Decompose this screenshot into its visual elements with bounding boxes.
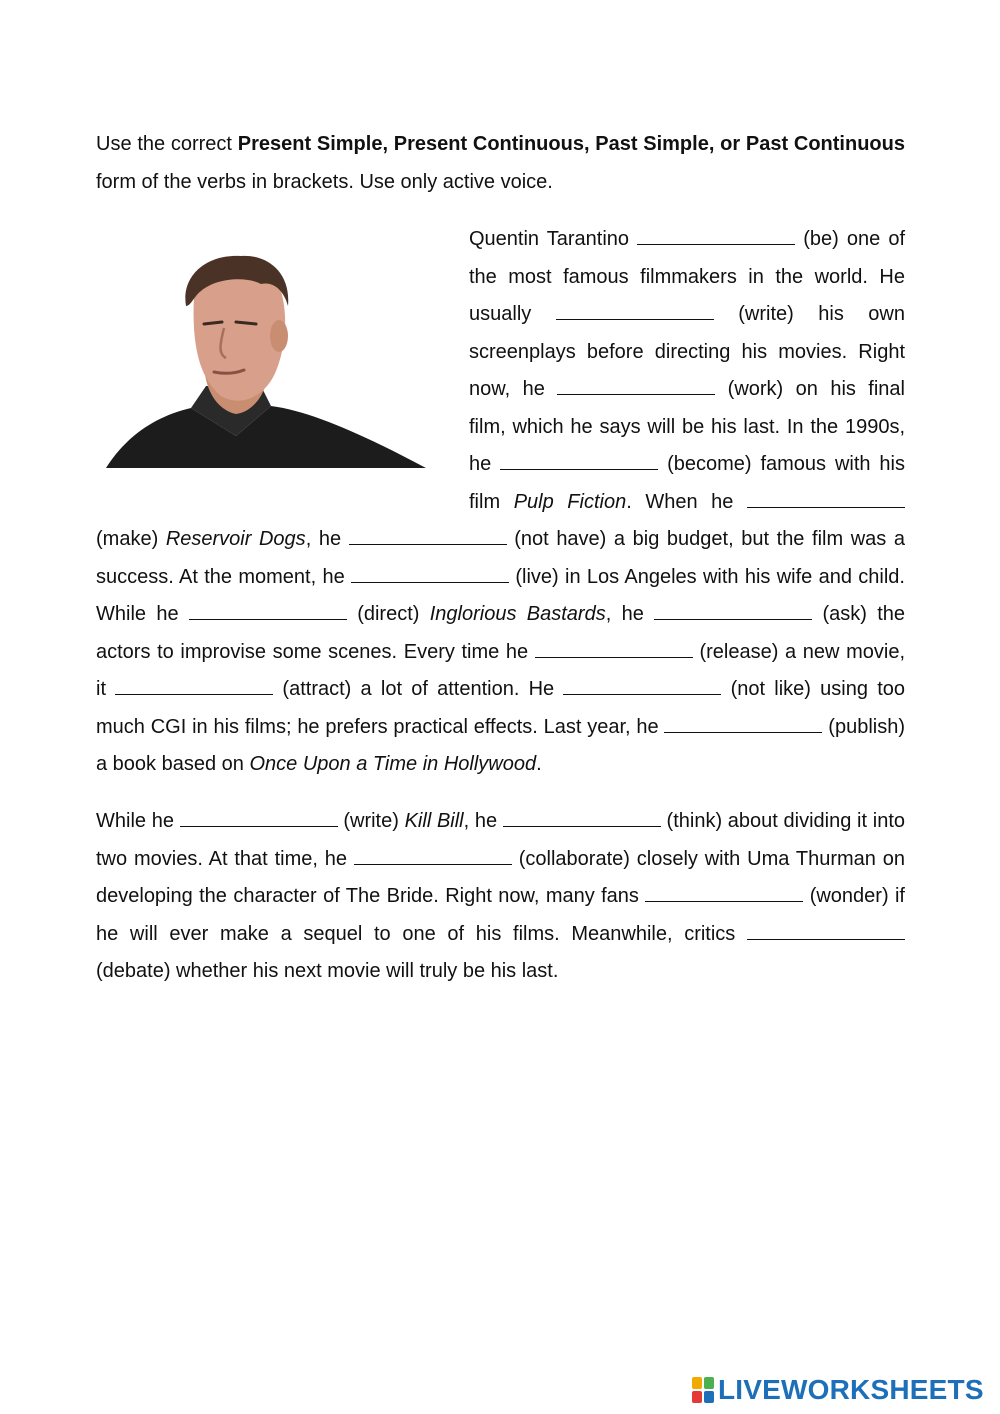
blank-3[interactable] xyxy=(557,380,715,395)
title-reservoir-dogs: Reservoir Dogs xyxy=(165,528,306,550)
logo-square-1 xyxy=(692,1377,702,1389)
passage-1 xyxy=(96,221,905,784)
blank-12[interactable] xyxy=(563,680,721,695)
blank-17[interactable] xyxy=(645,887,803,902)
logo-square-2 xyxy=(704,1377,714,1389)
instructions xyxy=(96,126,905,201)
blank-1[interactable] xyxy=(637,230,795,245)
blank-2[interactable] xyxy=(556,305,714,320)
blank-14[interactable] xyxy=(180,812,338,827)
title-kill-bill: Kill Bill xyxy=(404,810,464,832)
blank-7[interactable] xyxy=(351,568,509,583)
logo-square-4 xyxy=(704,1391,714,1403)
blank-18[interactable] xyxy=(747,925,905,940)
blank-11[interactable] xyxy=(115,680,273,695)
blank-4[interactable] xyxy=(500,455,658,470)
passage-2-text: While he (write) Kill Bill, he (think) about dividing it into two movies. At that time, he (collaborate) closely with Uma Thurman on developing the character of The Bride. Right now, many fans (wonder) if he will ever make a sequel to one of his films. Meanwhile, critics (debate) whether his next movie will truly be his last. xyxy=(96,810,906,982)
instructions-tail: form of the verbs in brackets. Use only active voice. xyxy=(96,170,553,193)
photo-spacer xyxy=(96,221,469,484)
logo-mark-icon xyxy=(692,1377,714,1403)
blank-15[interactable] xyxy=(503,812,661,827)
liveworksheets-logo xyxy=(692,1374,984,1406)
blank-9[interactable] xyxy=(654,605,812,620)
title-pulp-fiction: Pulp Fiction xyxy=(513,490,627,513)
passage-2 xyxy=(96,803,905,991)
logo-square-3 xyxy=(692,1391,702,1403)
title-once-upon-a-time: Once Upon a Time in Hollywood xyxy=(249,753,537,775)
blank-10[interactable] xyxy=(535,643,693,658)
blank-16[interactable] xyxy=(354,850,512,865)
logo-text: LIVEWORKSHEETS xyxy=(718,1374,984,1405)
passage-1-text: Quentin Tarantino (be) one of the most famous filmmakers in the world. He usually (write) his own screenplays before directing his movies. Right now, he (work) on his final film, which he says will be his last. In the 1990s, he (become) famous with his film Pulp Fiction. When he (make) Reservoir Dogs, he (not have) a big budget, but the film was a success. At the moment, he (live) in Los Angeles with his wife and child. While he (direct) Inglorious Bastards, he (ask) the actors to improvise some scenes. Every time he (release) a new movie, it (attract) a lot of attention. He (not like) using too much CGI in his films; he prefers practical effects. Last year, he (publish) a book based on Once Upon a Time in Hollywood. xyxy=(96,228,906,775)
blank-8[interactable] xyxy=(189,605,347,620)
blank-5[interactable] xyxy=(747,493,905,508)
title-inglorious-bastards: Inglorious Bastards xyxy=(429,603,606,625)
blank-6[interactable] xyxy=(349,530,507,545)
instructions-lead: Use the correct xyxy=(96,133,238,155)
instructions-tenses: Present Simple, Present Continuous, Past Simple, or Past Continuous xyxy=(237,133,905,155)
blank-13[interactable] xyxy=(664,718,822,733)
